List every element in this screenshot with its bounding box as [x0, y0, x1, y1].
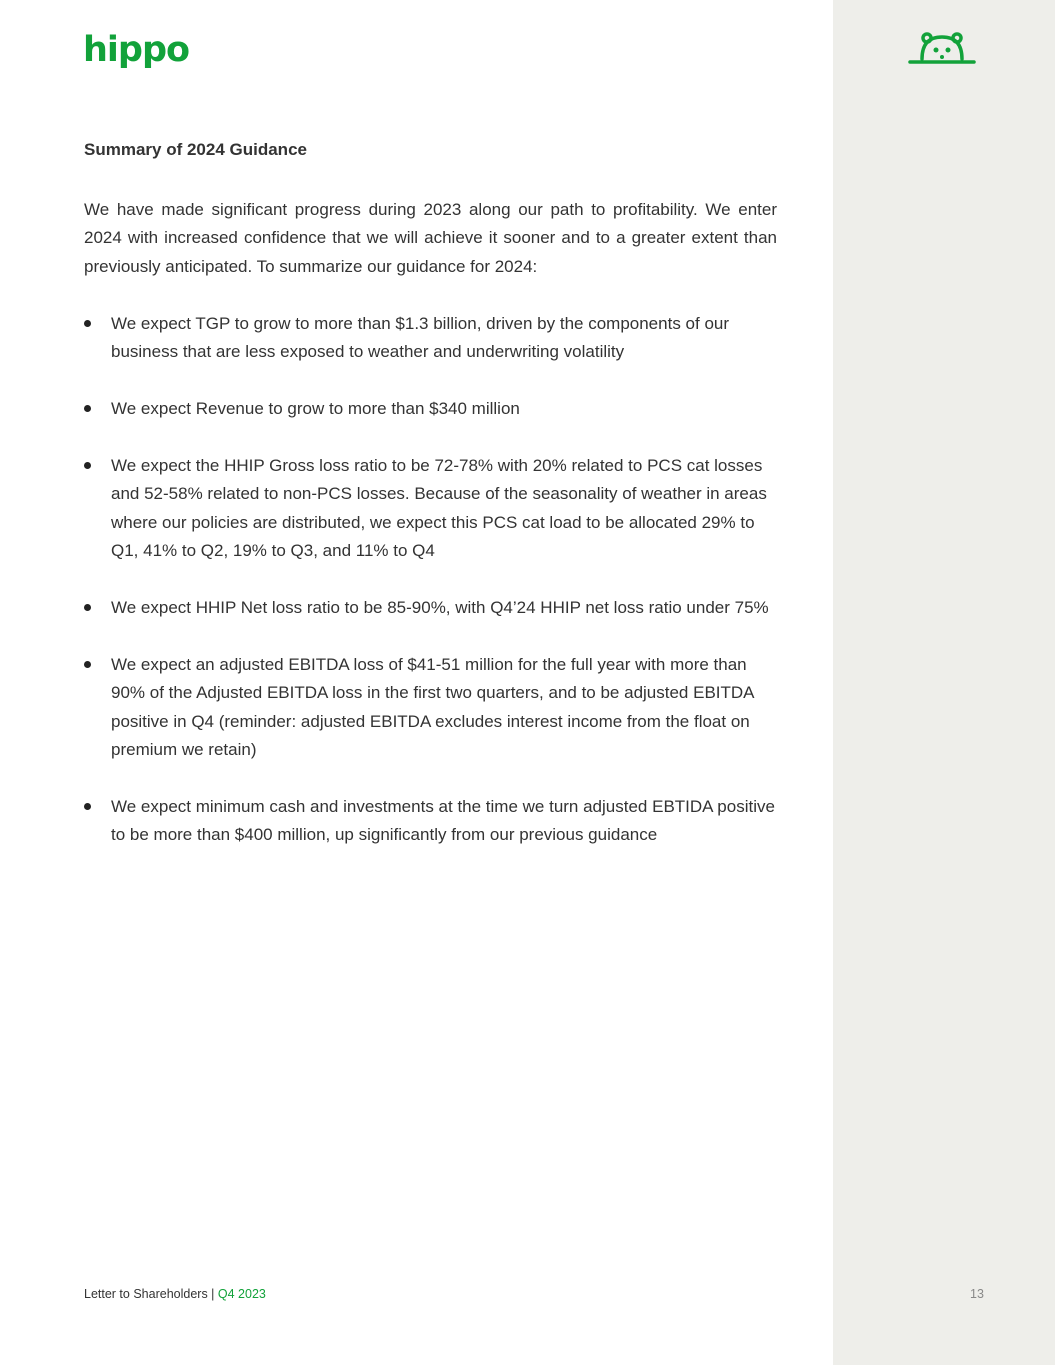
footer-title: Letter to Shareholders | [84, 1287, 218, 1301]
hippo-head-icon [908, 29, 976, 67]
bullet-icon [84, 604, 91, 611]
list-item [84, 594, 784, 622]
bullet-icon [84, 320, 91, 327]
list-item-text: We expect an adjusted EBITDA loss of $41-51 million for the full year with more than 90% of the Adjusted EBITDA loss in the first two quarters, and to be adjusted EBITDA positive in Q4 (reminder: adjusted EBITDA excludes interest income from the float on premium we retain) [111, 654, 754, 760]
bullet-icon [84, 462, 91, 469]
right-sidebar-panel [833, 0, 1055, 1365]
bullet-icon [84, 803, 91, 810]
list-item-text: We expect minimum cash and investments at the time we turn adjusted EBTIDA positive to be more than $400 million, up significantly from our previous guidance [111, 796, 775, 845]
list-item [84, 793, 784, 850]
list-item-text: We expect TGP to grow to more than $1.3 billion, driven by the components of our business that are less exposed to weather and underwriting volatility [111, 314, 730, 362]
list-item [84, 395, 784, 423]
list-item [84, 651, 784, 765]
list-item [84, 452, 784, 566]
footer-label [84, 1287, 266, 1301]
intro-paragraph: We have made significant progress during 2023 along our path to profitability. We enter 2024 with increased confidence that we will achieve it sooner and to a greater extent than previously anticipated. To summarize our guidance for 2024: [84, 200, 777, 276]
list-item-text: We expect HHIP Net loss ratio to be 85-90%, with Q4’24 HHIP net loss ratio under 75% [111, 598, 769, 618]
list-item-text: We expect the HHIP Gross loss ratio to be 72-78% with 20% related to PCS cat losses and 52-58% related to non-PCS losses. Because of the seasonality of weather in areas where our policies are distributed, we expect this PCS cat load to be allocated 29% to Q1, 41% to Q2, 19% to Q3, and 11% to Q4 [111, 456, 767, 561]
section-heading: Summary of 2024 Guidance [84, 140, 307, 159]
page-number: 13 [970, 1287, 984, 1301]
footer-period: Q4 2023 [217, 1287, 266, 1301]
bullet-icon [84, 661, 91, 668]
list-item [84, 310, 784, 367]
list-item-text: We expect Revenue to grow to more than $340 million [111, 399, 520, 419]
hippo-logo: hippo [83, 30, 190, 70]
guidance-list [84, 310, 784, 878]
bullet-icon [84, 405, 91, 412]
